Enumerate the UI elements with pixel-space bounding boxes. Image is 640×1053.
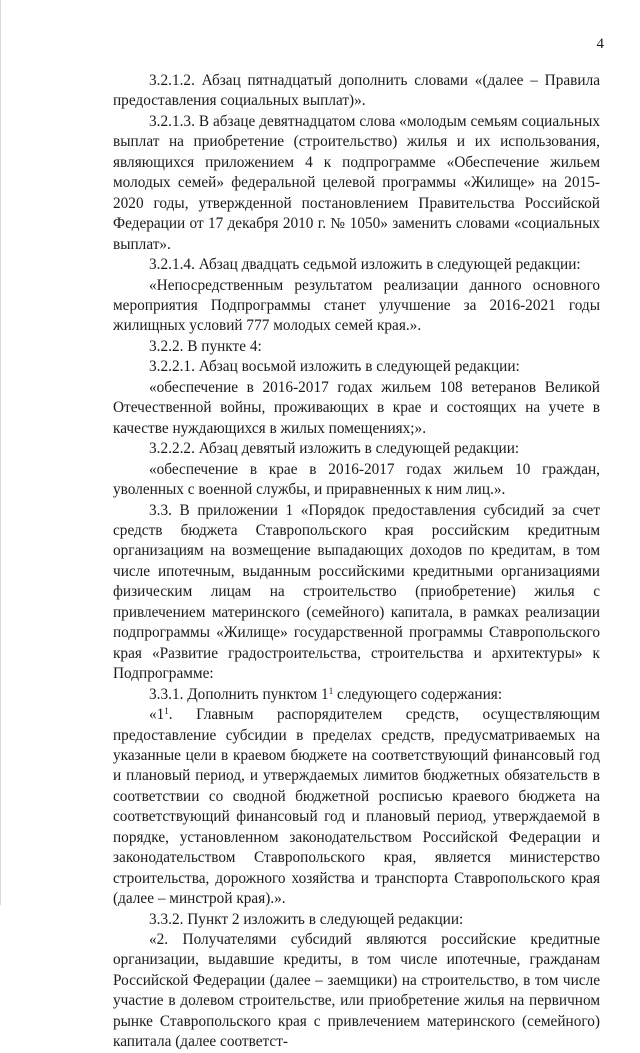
superscript: 1: [164, 706, 169, 717]
quoted-paragraph-result: «Непосредственным результатом реализации данного основного мероприятия Подпрограммы станет улучшение за 2016-2021 годы жилищных условий 777 молодых семей края.».: [113, 276, 600, 335]
quoted-paragraph-1-1-text: . Главным распорядителем средств, осуществляющим предоставление субсидии в пределах средств, предусматриваемых на указанные цели в краевом бюджете на соответствующий финансовый год и плановый период, и утверждаемых лимитов бюджетных обязательств в соответствии со сводной бюджетной росписью краевого бюджета на соответствующий финансовый год и плановый период, утверждаемой в порядке, установленном законодательством Российской Федерации и законодательством Ставропольского края, является министерство строительства, дорожного хозяйства и транспорта Ставропольского края (далее – минстрой края).».: [113, 706, 600, 908]
paragraph-3-3-1-text-after: следующего содержания:: [333, 685, 503, 703]
paragraph-3-2-1-3: 3.2.1.3. В абзаце девятнадцатом слова «молодым семьям социальных выплат на приобретение (строительство) жилья и их использования, являющихся приложением 4 к подпрограмме «Обеспечение жильем молодых семей» федеральной целевой программы «Жилище» на 2015-2020 годы, утвержденной постановлением Правительства Российской Федерации от 17 декабря 2010 г. № 1050» заменить словами «социальных выплат».: [113, 112, 600, 253]
paragraph-3-3: 3.3. В приложении 1 «Порядок предоставления субсидий за счет средств бюджета Ставропольского края российским кредитным организациям на возмещение выпадающих доходов по кредитам, в том числе ипотечным, выданным российскими кредитными организациями физическим лицам на строительство (приобретение) жилья с привлечением материнского (семейного) капитала, в рамках реализации подпрограммы «Жилище» государственной программы Ставропольского края «Развитие градостроительства, строительства и архитектуры» к Подпрограмме:: [113, 501, 600, 683]
superscript: 1: [328, 685, 334, 696]
paragraph-3-2-1-4: 3.2.1.4. Абзац двадцать седьмой изложить в следующей редакции:: [149, 256, 581, 274]
quoted-paragraph-1-1: [113, 705, 600, 910]
document-body: [113, 71, 600, 1053]
paragraph-3-3-2: 3.3.2. Пункт 2 изложить в следующей редакции:: [149, 910, 464, 928]
paragraph-3-2-2-2: 3.2.2.2. Абзац девятый изложить в следующей редакции:: [149, 440, 520, 458]
quoted-paragraph-2: «2. Получателями субсидий являются российские кредитные организации, выдавшие кредиты, в том числе ипотечные, гражданам Российской Федерации (далее – заемщики) на строительство, в том числе участие в долевом строительстве, или приобретение жилья на первичном рынке Ставропольского края с привлечением материнского (семейного) капитала (далее соответст-: [113, 931, 600, 1051]
quoted-paragraph-1-1-start: «1: [149, 706, 165, 724]
paragraph-3-2-2-1: 3.2.2.1. Абзац восьмой изложить в следующей редакции:: [149, 358, 520, 376]
quoted-paragraph-military: «обеспечение в крае в 2016-2017 годах жильем 10 граждан, уволенных с военной службы, и приравненных к ним лиц.».: [113, 460, 600, 499]
paragraph-3-2-1-2: 3.2.1.2. Абзац пятнадцатый дополнить словами «(далее – Правила предоставления социальных выплат)».: [113, 72, 600, 110]
paragraph-3-3-1: [113, 685, 600, 705]
quoted-paragraph-veterans: «обеспечение в 2016-2017 годах жильем 108 ветеранов Великой Отечественной войны, проживающих в крае и состоящих на учете в качестве нуждающихся в жилых помещениях;».: [113, 378, 600, 437]
paragraph-3-2-2: 3.2.2. В пункте 4:: [149, 337, 262, 355]
paragraph-3-3-1-text: 3.3.1. Дополнить пунктом 1: [149, 685, 329, 703]
page-number: 4: [596, 36, 604, 52]
